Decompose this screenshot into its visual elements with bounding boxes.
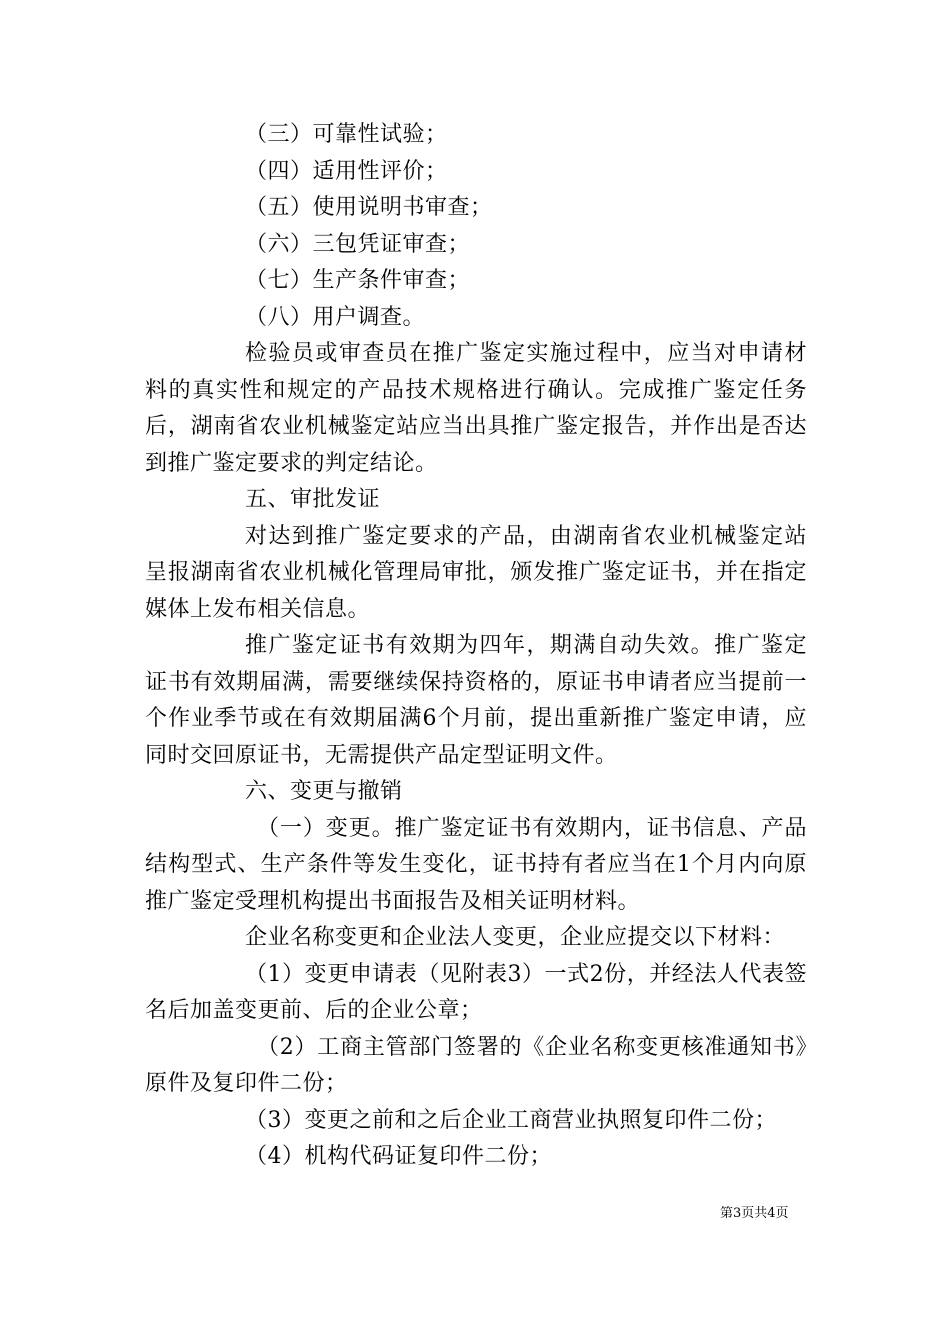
list-item-manual-review: （五）使用说明书审查； xyxy=(245,195,493,220)
paragraph-approval: 对达到推广鉴定要求的产品，由湖南省农业机械鉴定站呈报湖南省农业机械化管理局审批，颁发推广鉴定证书，并在指定媒体上发布相关信息。 xyxy=(145,523,807,622)
paragraph-inspector-confirmation: 检验员或审查员在推广鉴定实施过程中，应当对申请材料的真实性和规定的产品技术规格进行确认。完成推广鉴定任务后，湖南省农业机械鉴定站应当出具推广鉴定报告，并作出是否达到推广鉴定要求的判定结论。 xyxy=(145,341,807,476)
list-item-name-change-notice: （2）工商主管部门签署的《企业名称变更核准通知书》原件及复印件二份； xyxy=(145,1034,807,1096)
list-item-user-survey: （八）用户调查。 xyxy=(245,304,426,330)
list-item-organization-code: （4）机构代码证复印件二份； xyxy=(245,1144,552,1169)
paragraph-materials-intro: 企业名称变更和企业法人变更，企业应提交以下材料： xyxy=(245,925,786,950)
paragraph-change: （一）变更。推广鉴定证书有效期内，证书信息、产品结构型式、生产条件等发生变化，证书持有者应当在1个月内向原推广鉴定受理机构提出书面报告及相关证明材料。 xyxy=(145,815,807,914)
document-body xyxy=(145,117,807,1176)
list-item-reliability-test: （三）可靠性试验； xyxy=(245,122,448,147)
list-item-change-application: （1）变更申请表（见附表3）一式2份，并经法人代表签名后加盖变更前、后的企业公章； xyxy=(145,961,807,1023)
list-item-warranty-review: （六）三包凭证审查； xyxy=(245,231,471,257)
paragraph-certificate-validity: 推广鉴定证书有效期为四年，期满自动失效。推广鉴定证书有效期届满，需要继续保持资格的，原证书申请者应当提前一个作业季节或在有效期届满6个月前，提出重新推广鉴定申请，应同时交回原证书，无需提供产品定型证明文件。 xyxy=(145,633,807,768)
section-heading-approval: 五、审批发证 xyxy=(245,487,381,512)
page-number-footer: 第3页共4页 xyxy=(720,1206,789,1221)
section-heading-change-revocation: 六、变更与撤销 xyxy=(245,779,403,804)
list-item-production-conditions: （七）生产条件审查； xyxy=(245,268,471,293)
list-item-business-license: （3）变更之前和之后企业工商营业执照复印件二份； xyxy=(245,1107,777,1133)
list-item-suitability-evaluation: （四）适用性评价； xyxy=(245,158,448,184)
